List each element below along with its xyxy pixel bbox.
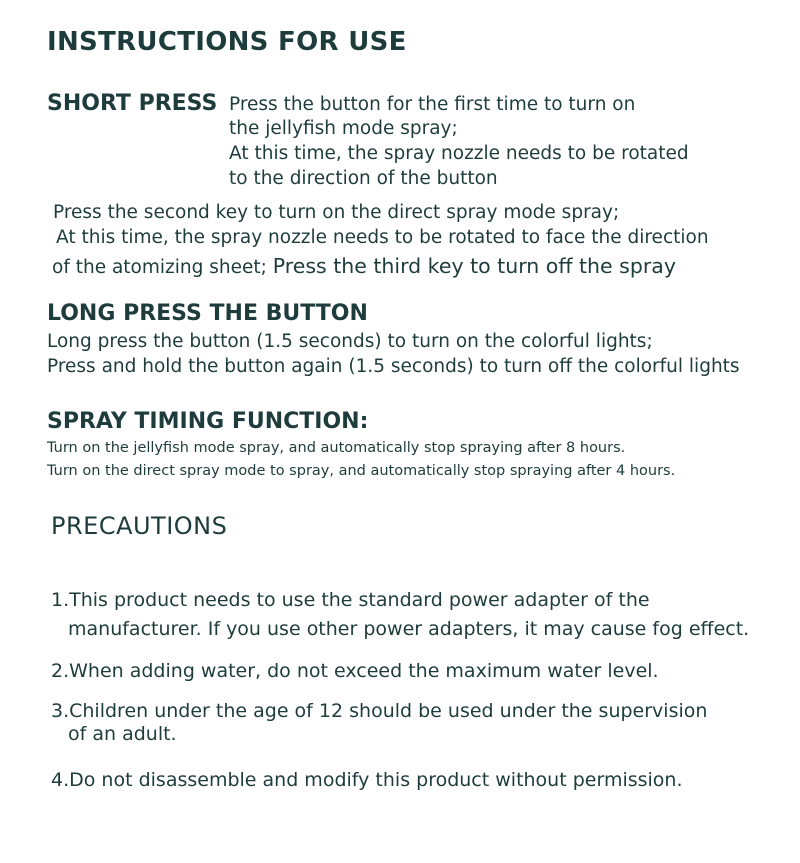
precaution-item-1-cont: manufacturer. If you use other power adapters, it may cause fog effect. [68,618,750,640]
short-press-line-6: At this time, the spray nozzle needs to be rotated to face the direction [56,227,709,248]
precaution-item-3-cont: of an adult. [68,723,177,745]
short-press-line-7 [52,254,676,278]
instructions-title: INSTRUCTIONS FOR USE [47,27,407,57]
short-press-line-5: Press the second key to turn on the direct spray mode spray; [53,202,620,223]
short-press-line-7b: Press the third key to turn off the spray [272,254,676,278]
long-press-heading: LONG PRESS THE BUTTON [47,301,368,326]
short-press-line-3: At this time, the spray nozzle needs to be rotated [229,143,689,164]
spray-timing-line-2: Turn on the direct spray mode to spray, and automatically stop spraying after 4 hours. [47,463,676,479]
short-press-line-7a: of the atomizing sheet; [52,257,267,278]
short-press-line-1: Press the button for the first time to turn on [229,94,636,115]
precaution-item-3: 3.Children under the age of 12 should be used under the supervision [51,700,708,722]
short-press-line-4: to the direction of the button [229,168,498,189]
long-press-line-2: Press and hold the button again (1.5 seconds) to turn off the colorful lights [47,356,740,377]
short-press-heading: SHORT PRESS [47,91,218,116]
precautions-heading: PRECAUTIONS [51,512,228,540]
spray-timing-heading: SPRAY TIMING FUNCTION: [47,409,369,434]
long-press-line-1: Long press the button (1.5 seconds) to turn on the colorful lights; [47,331,653,352]
spray-timing-line-1: Turn on the jellyfish mode spray, and automatically stop spraying after 8 hours. [47,440,626,456]
precaution-item-2: 2.When adding water, do not exceed the maximum water level. [51,660,659,682]
precaution-item-4: 4.Do not disassemble and modify this product without permission. [51,769,683,791]
precaution-item-1: 1.This product needs to use the standard power adapter of the [51,589,650,611]
short-press-line-2: the jellyfish mode spray; [229,118,458,139]
